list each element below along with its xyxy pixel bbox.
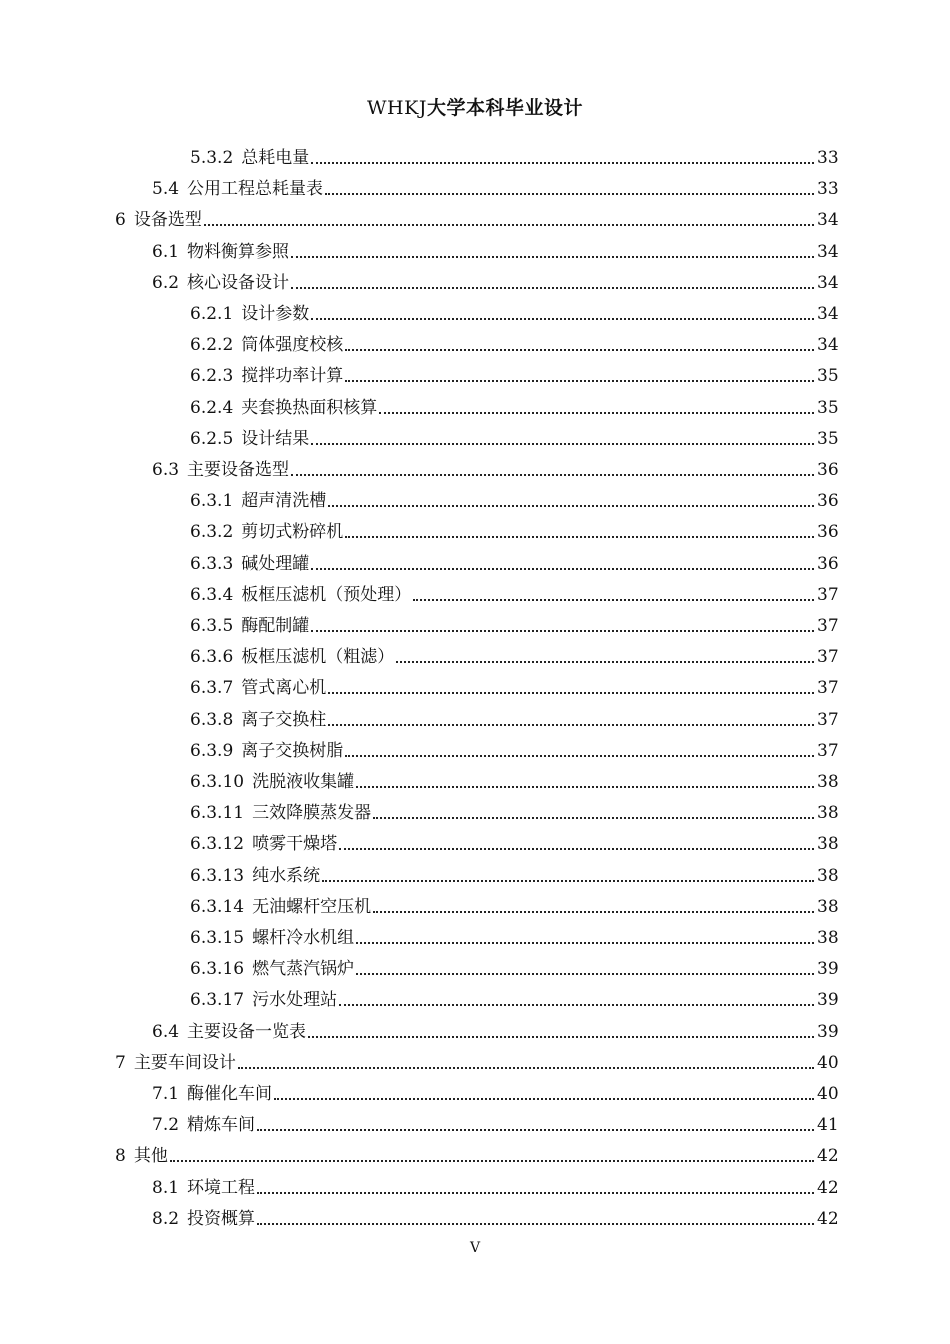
- toc-entry-page: 37: [817, 678, 839, 699]
- toc-entry[interactable]: [190, 669, 837, 699]
- toc-entry-page: 36: [817, 491, 839, 512]
- toc-entry-number: 6.1: [152, 241, 180, 262]
- toc-entry[interactable]: [190, 857, 837, 887]
- toc-dot-leader: [328, 724, 814, 726]
- toc-entry-page: 33: [817, 148, 839, 168]
- toc-entry-title: 管式离心机: [241, 678, 327, 699]
- toc-entry-title: 筒体强度校核: [241, 335, 344, 356]
- toc-entry-page: 35: [817, 397, 839, 418]
- toc-entry-page: 37: [817, 647, 839, 668]
- toc-entry-number: 6.2.1: [190, 304, 234, 324]
- toc-dot-leader: [291, 256, 814, 258]
- toc-entry[interactable]: [190, 732, 837, 762]
- toc-entry-number: 8.1: [152, 1177, 180, 1198]
- toc-dot-leader: [356, 973, 814, 975]
- toc-entry[interactable]: [152, 1200, 837, 1230]
- toc-entry[interactable]: [190, 794, 837, 824]
- toc-entry-page: 34: [817, 241, 839, 262]
- toc-entry-title: 三效降膜蒸发器: [252, 803, 372, 824]
- toc-entry-title: 剪切式粉碎机: [241, 522, 344, 543]
- toc-dot-leader: [311, 318, 814, 320]
- toc-entry-number: 6.3: [152, 460, 180, 480]
- toc-entry[interactable]: [190, 981, 837, 1011]
- toc-entry[interactable]: [190, 638, 837, 668]
- toc-entry[interactable]: [190, 607, 837, 637]
- toc-dot-leader: [311, 568, 814, 570]
- toc-entry-page: 42: [817, 1146, 839, 1167]
- toc-entry-page: 33: [817, 179, 839, 200]
- toc-entry[interactable]: [190, 919, 837, 949]
- page-number: V: [469, 1240, 481, 1256]
- toc-entry[interactable]: [190, 389, 837, 419]
- toc-dot-leader: [291, 287, 814, 289]
- toc-entry-title: 公用工程总耗量表: [187, 179, 324, 200]
- toc-entry-title: 板框压滤机（预处理）: [241, 584, 412, 605]
- toc-entry-page: 39: [817, 1021, 839, 1042]
- toc-entry-number: 6.3.16: [190, 959, 245, 980]
- toc-dot-leader: [328, 505, 814, 507]
- toc-entry-title: 螺杆冷水机组: [252, 928, 355, 948]
- toc-entry-page: 38: [817, 865, 839, 886]
- toc-entry-page: 38: [817, 834, 839, 855]
- toc-dot-leader: [328, 692, 814, 694]
- toc-entry-page: 34: [817, 335, 839, 356]
- toc-entry-page: 37: [817, 709, 839, 730]
- toc-entry-number: 8.2: [152, 1208, 180, 1229]
- toc-entry[interactable]: [152, 233, 837, 263]
- toc-dot-leader: [373, 817, 814, 819]
- toc-entry-title: 物料衡算参照: [187, 241, 290, 262]
- toc-entry-title: 设计结果: [241, 428, 310, 449]
- toc-entry-title: 设备选型: [133, 210, 202, 231]
- toc-entry-title: 酶配制罐: [241, 616, 310, 636]
- toc-entry-title: 无油螺杆空压机: [252, 896, 372, 917]
- toc-entry-title: 污水处理站: [252, 990, 338, 1011]
- toc-entry-number: 5.4: [152, 179, 180, 200]
- toc-entry-number: 6.3.1: [190, 491, 234, 512]
- toc-entry-number: 5.3.2: [190, 148, 234, 168]
- toc-dot-leader: [204, 224, 814, 226]
- toc-entry-page: 38: [817, 803, 839, 824]
- toc-entry-page: 38: [817, 772, 839, 792]
- toc-entry-page: 39: [817, 959, 839, 980]
- toc-dot-leader: [311, 630, 814, 632]
- toc-entry-number: 6.3.6: [190, 647, 234, 668]
- toc-entry-title: 离子交换树脂: [241, 740, 344, 761]
- toc-entry-page: 35: [817, 366, 839, 387]
- toc-entry-page: 40: [817, 1052, 839, 1073]
- toc-entry-title: 纯水系统: [252, 865, 321, 886]
- toc-entry-title: 主要车间设计: [133, 1052, 236, 1073]
- toc-dot-leader: [356, 786, 814, 788]
- toc-entry[interactable]: [190, 139, 837, 169]
- toc-entry-number: 7.1: [152, 1084, 180, 1104]
- toc-entry-title: 总耗电量: [241, 148, 310, 168]
- toc-dot-leader: [170, 1160, 814, 1162]
- toc-entry[interactable]: [190, 825, 837, 855]
- toc-entry-title: 燃气蒸汽锅炉: [252, 959, 355, 980]
- toc-entry[interactable]: [190, 888, 837, 918]
- toc-dot-leader: [339, 848, 814, 850]
- toc-entry-number: 6.3.17: [190, 990, 245, 1011]
- toc-entry-page: 38: [817, 928, 839, 948]
- toc-entry-page: 38: [817, 896, 839, 917]
- toc-entry-number: 6.3.10: [190, 772, 245, 792]
- toc-entry[interactable]: [190, 545, 837, 575]
- header-prefix: WHKJ: [367, 97, 427, 119]
- toc-entry-page: 37: [817, 740, 839, 761]
- toc-entry[interactable]: [190, 357, 837, 387]
- toc-dot-leader: [325, 193, 814, 195]
- toc-entry[interactable]: [190, 576, 837, 606]
- toc-dot-leader: [257, 1223, 814, 1225]
- toc-dot-leader: [257, 1192, 814, 1194]
- toc-entry-page: 34: [817, 210, 839, 231]
- toc-entry[interactable]: [152, 264, 837, 294]
- toc-entry-page: 37: [817, 616, 839, 636]
- toc-entry-title: 主要设备选型: [187, 460, 290, 480]
- toc-entry-title: 投资概算: [187, 1208, 256, 1229]
- toc-entry-number: 6.3.7: [190, 678, 234, 699]
- toc-entry-title: 超声清洗槽: [241, 491, 327, 512]
- toc-entry-title: 离子交换柱: [241, 709, 327, 730]
- toc-dot-leader: [274, 1098, 814, 1100]
- toc-entry-number: 6: [115, 210, 126, 231]
- toc-entry-title: 碱处理罐: [241, 553, 310, 574]
- toc-entry[interactable]: [152, 1075, 837, 1105]
- toc-entry-title: 其他: [133, 1146, 168, 1167]
- toc-entry-page: 42: [817, 1208, 839, 1229]
- toc-dot-leader: [413, 599, 814, 601]
- header-title: 大学本科毕业设计: [426, 97, 583, 119]
- toc-entry-title: 洗脱液收集罐: [252, 772, 355, 792]
- toc-entry[interactable]: [190, 513, 837, 543]
- toc-entry-number: 6.3.3: [190, 553, 234, 574]
- toc-dot-leader: [345, 349, 814, 351]
- toc-entry-page: 34: [817, 304, 839, 324]
- toc-dot-leader: [238, 1067, 814, 1069]
- toc-entry[interactable]: [152, 1106, 837, 1136]
- toc-entry-title: 核心设备设计: [187, 272, 290, 293]
- toc-entry-number: 6.3.8: [190, 709, 234, 730]
- toc-entry[interactable]: [190, 482, 837, 512]
- toc-entry[interactable]: [190, 326, 837, 356]
- toc-entry-page: 37: [817, 584, 839, 605]
- toc-entry-number: 6.2: [152, 272, 180, 293]
- toc-entry-title: 精炼车间: [187, 1115, 256, 1136]
- toc-dot-leader: [345, 755, 814, 757]
- toc-entry-page: 34: [817, 272, 839, 293]
- toc-dot-leader: [379, 412, 814, 414]
- toc-entry-page: 40: [817, 1084, 839, 1104]
- toc-entry-title: 酶催化车间: [187, 1084, 273, 1104]
- toc-dot-leader: [373, 911, 814, 913]
- toc-entry-number: 6.2.3: [190, 366, 234, 387]
- toc-entry-number: 6.3.14: [190, 896, 245, 917]
- toc-entry-number: 6.3.5: [190, 616, 234, 636]
- toc-entry-number: 6.3.12: [190, 834, 245, 855]
- toc-entry-page: 36: [817, 553, 839, 574]
- toc-dot-leader: [345, 380, 814, 382]
- page-header: [0, 93, 950, 123]
- toc-entry-number: 6.4: [152, 1021, 180, 1042]
- toc-entry[interactable]: [115, 1137, 837, 1167]
- toc-entry[interactable]: [152, 451, 837, 481]
- toc-dot-leader: [291, 474, 814, 476]
- toc-entry-page: 36: [817, 460, 839, 480]
- toc-dot-leader: [311, 162, 814, 164]
- toc-dot-leader: [339, 1004, 814, 1006]
- toc-entry-number: 7.2: [152, 1115, 180, 1136]
- toc-entry-number: 6.2.2: [190, 335, 234, 356]
- toc-entry-number: 6.2.5: [190, 428, 234, 449]
- toc-entry-title: 主要设备一览表: [187, 1021, 307, 1042]
- toc-entry[interactable]: [190, 763, 837, 793]
- toc-entry-number: 6.3.4: [190, 584, 234, 605]
- toc-entry-page: 36: [817, 522, 839, 543]
- toc-entry-number: 6.3.13: [190, 865, 245, 886]
- toc-dot-leader: [322, 880, 814, 882]
- toc-entry[interactable]: [115, 1044, 837, 1074]
- toc-dot-leader: [345, 536, 814, 538]
- toc-entry-title: 板框压滤机（粗滤）: [241, 647, 395, 668]
- toc-entry-page: 39: [817, 990, 839, 1011]
- toc-entry-number: 6.2.4: [190, 397, 234, 418]
- toc-dot-leader: [311, 443, 814, 445]
- toc-entry-title: 搅拌功率计算: [241, 366, 344, 387]
- toc-entry-title: 设计参数: [241, 304, 310, 324]
- toc-entry[interactable]: [152, 170, 837, 200]
- toc-dot-leader: [257, 1129, 814, 1131]
- toc-entry[interactable]: [190, 420, 837, 450]
- toc-entry-number: 8: [115, 1146, 126, 1167]
- toc-entry-page: 35: [817, 428, 839, 449]
- toc-entry-title: 环境工程: [187, 1177, 256, 1198]
- toc-entry-number: 6.3.11: [190, 803, 245, 824]
- toc-entry[interactable]: [152, 1169, 837, 1199]
- toc-entry[interactable]: [190, 950, 837, 980]
- toc-entry-page: 42: [817, 1177, 839, 1198]
- toc-entry[interactable]: [152, 1013, 837, 1043]
- toc-entry-number: 6.3.15: [190, 928, 245, 948]
- toc-entry-number: 6.3.2: [190, 522, 234, 543]
- toc-entry-page: 41: [817, 1115, 839, 1136]
- toc-entry[interactable]: [190, 295, 837, 325]
- toc-dot-leader: [396, 661, 814, 663]
- toc-entry-title: 夹套换热面积核算: [241, 397, 378, 418]
- toc-entry-title: 喷雾干燥塔: [252, 834, 338, 855]
- toc-dot-leader: [308, 1036, 814, 1038]
- toc-entry-number: 7: [115, 1052, 126, 1073]
- toc-entry[interactable]: [115, 201, 837, 231]
- toc-dot-leader: [356, 942, 814, 944]
- toc-entry-number: 6.3.9: [190, 740, 234, 761]
- toc-entry[interactable]: [190, 701, 837, 731]
